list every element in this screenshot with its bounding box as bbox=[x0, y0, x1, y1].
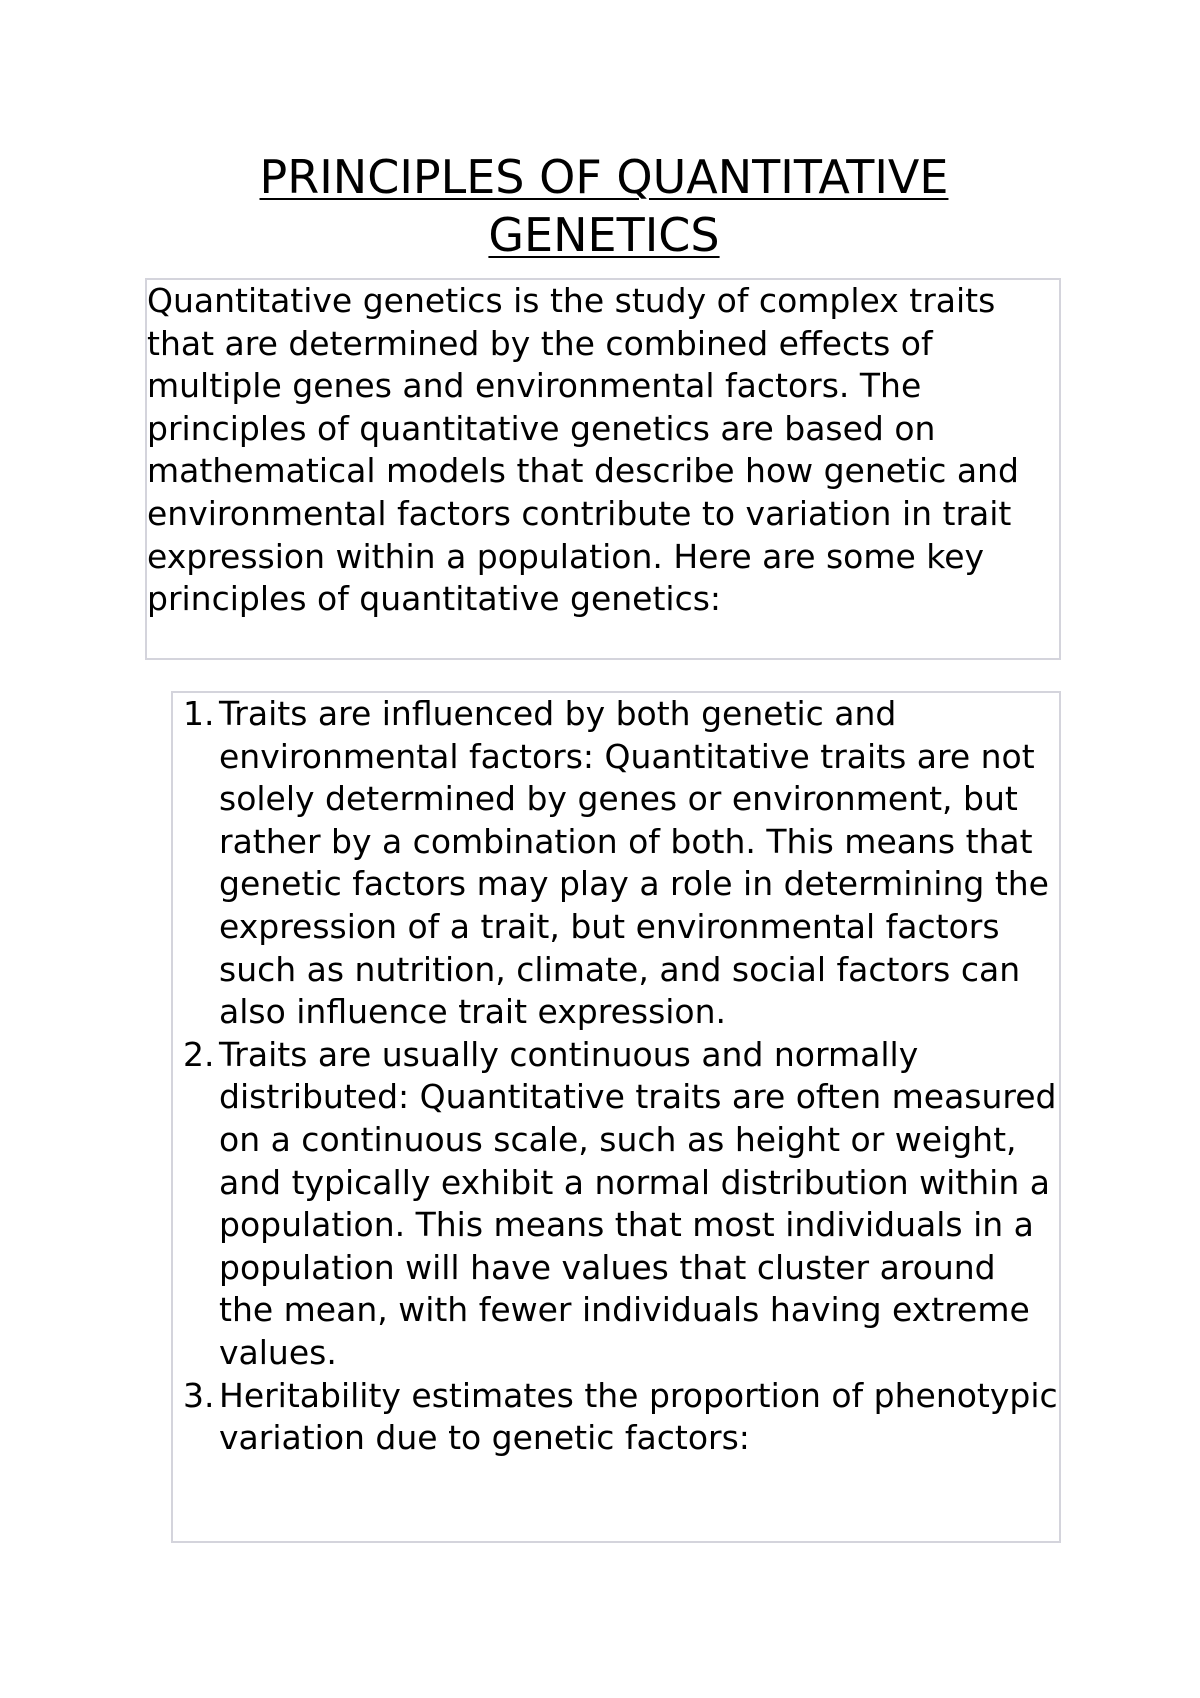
list-item bbox=[173, 693, 1059, 1034]
list-item-number: 3. bbox=[183, 1375, 215, 1415]
principles-list-box bbox=[171, 691, 1061, 1543]
intro-paragraph: Quantitative genetics is the study of complex traits that are determined by the combined effects of multiple genes and environmental factors. The principles of quantitative genetics are based on mathematical models that describe how genetic and environmental factors contribute to variation in trait expression within a population. Here are some key principles of quantitative genetics: bbox=[147, 281, 1019, 619]
intro-text-box bbox=[145, 278, 1061, 660]
list-item-number: 2. bbox=[183, 1034, 215, 1074]
list-item bbox=[173, 1375, 1059, 1460]
title-line-2: GENETICS bbox=[488, 208, 720, 262]
title-line-1: PRINCIPLES OF QUANTITATIVE bbox=[259, 150, 949, 204]
document-title bbox=[145, 148, 1063, 264]
list-item bbox=[173, 1034, 1059, 1375]
list-item-text: Traits are usually continuous and normally distributed: Quantitative traits are often measured on a continuous scale, such as height or weight, and typically exhibit a normal distribution within a population. This means that most individuals in a population will have values that cluster around the mean, with fewer individuals having extreme values. bbox=[219, 1034, 1057, 1372]
list-item-text: Traits are influenced by both genetic and environmental factors: Quantitative traits are not solely determined by genes or environment, but rather by a combination of both. This means that genetic factors may play a role in determining the expression of a trait, but environmental factors such as nutrition, climate, and social factors can also influence trait expression. bbox=[219, 694, 1049, 1032]
list-item-number: 1. bbox=[183, 694, 215, 733]
list-item-text: Heritability estimates the proportion of phenotypic variation due to genetic factors: bbox=[219, 1375, 1058, 1458]
principles-list bbox=[173, 693, 1059, 1460]
